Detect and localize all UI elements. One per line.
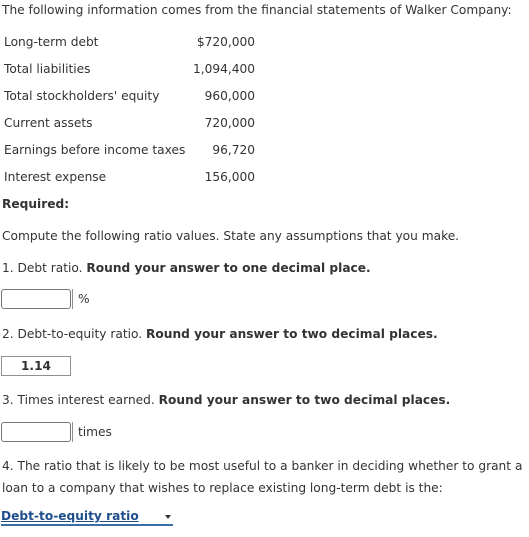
instructions-text: Compute the following ratio values. State any assumptions that you make. [2,229,460,243]
question-4-line-1: 4. The ratio that is likely to be most useful to a banker in deciding whether to grant a [2,459,523,473]
question-3-instruction: Round your answer to two decimal places. [158,393,451,407]
debt-ratio-input[interactable] [1,289,71,309]
table-row [0,28,255,55]
question-4-line-2: loan to a company that wishes to replace existing long-term debt is the: [2,481,443,495]
times-unit-label: times [72,422,112,442]
question-1-instruction: Round your answer to one decimal place. [86,261,371,275]
row-value: $720,000 [196,34,255,49]
table-row [0,109,255,136]
debt-to-equity-answer[interactable]: 1.14 [1,356,71,376]
table-row [0,82,255,109]
table-row [0,136,255,163]
question-2 [2,327,438,341]
question-3-prefix: 3. Times interest earned. [2,393,159,407]
row-label: Total stockholders' equity [4,88,160,103]
financials-table [0,28,255,190]
ratio-select-value: Debt-to-equity ratio [1,509,139,523]
times-interest-earned-input[interactable] [1,422,71,442]
row-value: 960,000 [204,88,255,103]
table-row [0,163,255,190]
question-1-prefix: 1. Debt ratio. [2,261,87,275]
table-row [0,55,255,82]
row-label: Current assets [4,115,93,130]
row-label: Earnings before income taxes [4,142,186,157]
question-2-prefix: 2. Debt-to-equity ratio. [2,327,147,341]
chevron-down-icon [165,515,171,519]
question-3 [2,393,450,407]
intro-text: The following information comes from the financial statements of Walker Company: [2,3,512,17]
row-value: 156,000 [204,169,255,184]
row-value: 1,094,400 [192,61,255,76]
question-2-instruction: Round your answer to two decimal places. [146,327,438,341]
required-label: Required: [2,197,70,211]
row-value: 720,000 [204,115,255,130]
ratio-select-dropdown[interactable] [1,509,173,526]
row-label: Interest expense [4,169,107,184]
row-label: Long-term debt [4,34,99,49]
row-label: Total liabilities [4,61,91,76]
question-1 [2,261,371,275]
percent-unit-label: % [72,289,90,309]
row-value: 96,720 [212,142,255,157]
